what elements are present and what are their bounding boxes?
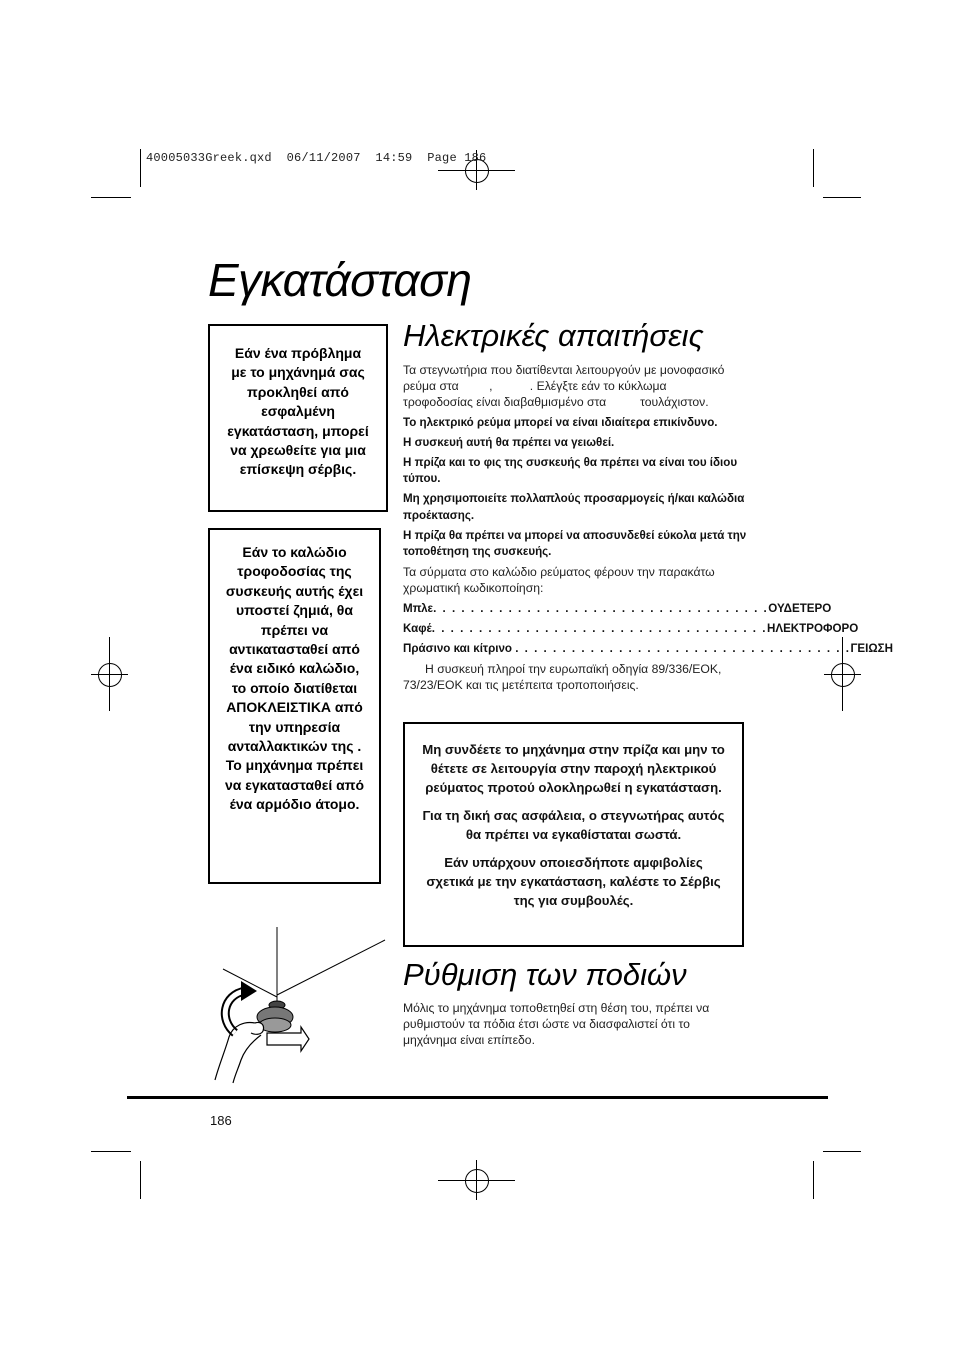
file-slug: 40005033Greek.qxd 06/11/2007 14:59 Page 186: [146, 151, 487, 165]
crop-mark: [91, 197, 131, 198]
wire-row-brown: Καφέ . . . . . . . . . . . . . . . . . . . . . . . . . . . . . . . . . . . . ΗΛΕΚΤΡΟΦΟΡΟ: [403, 621, 859, 635]
crop-mark: [823, 1151, 861, 1152]
electrical-body: Τα στεγνωτήρια που διατίθενται λειτουργούν με μονοφασικό ρεύμα στα , . Ελέγξτε εάν το κύκλωμα τροφοδοσίας είναι διαβαθμισμένο στα τουλάχιστον. Το ηλεκτρικό ρεύμα μπορεί να είναι ιδιαίτερα επικίνδυνο. Η συσκευή αυτή θα πρέπει να γειωθεί. Η πρίζα και το φις της συσκευής θα πρέπει να είναι του ίδιου τύπου. Μη χρησιμοποιείτε πολλαπλούς προσαρμογείς ή/και καλώδια προέκτασης. Η πρίζα θα πρέπει να μπορεί να αποσυνδεθεί εύκολα μετά την τοποθέτηση της συσκευής. Τα σύρματα στο καλώδιο ρεύματος φέρουν την παρακάτω χρωματική κωδικοποίηση: Μπλε . . . . . . . . . . . . . . . . . . . . . . . . . . . . . . . . . . . . ΟΥΔΕΤΕΡΟ Καφέ . . . . . . . . . . . . . . . . . . . . . . . . . . . . . . . . . . . . ΗΛΕΚΤΡΟΦΟΡΟ Πράσινο και κίτρινο . . . . . . . . . . . . . . . . . . . . . . . . . . . . . . . . . . . . ΓΕΙΩΣΗ Η συσκευή πληροί την ευρωπαϊκή οδηγία 89/336/ΕΟΚ, 73/23/ΕΟΚ και τις μετέπειτα τροποποιήσεις.: [403, 363, 893, 693]
service-charge-notice: Εάν ένα πρόβλημα με το μηχάνημά σας προκληθεί από εσφαλμένη εγκατάσταση, μπορεί να χρεωθείτε για μια επίσκεψη σέρβις.: [208, 324, 388, 512]
power-cord-notice: Εάν το καλώδιο τροφοδοσίας της συσκευής αυτής έχει υποστεί ζημιά, θα πρέπει να αντικατασταθεί από ένα ειδικό καλώδιο, το οποίο διατίθεται ΑΠΟΚΛΕΙΣΤΙΚΑ από την υπηρεσία ανταλλακτικών της . Το μηχάνημα πρέπει να εγκατασταθεί από ένα αρμόδιο άτομο.: [208, 528, 381, 884]
installation-warning-box: Μη συνδέετε το μηχάνημα στην πρίζα και μην το θέτετε σε λειτουργία στην παροχή ηλεκτρικού ρεύματος προτού ολοκληρωθεί η εγκατάσταση. Για τη δική σας ασφάλεια, ο στεγνωτήρας αυτός θα πρέπει να εγκαθίσταται σωστά. Εάν υπάρχουν οποιεσδήποτε αμφιβολίες σχετικά με την εγκατάσταση, καλέστε το Σέρβις της για συμβουλές.: [403, 722, 744, 947]
page-title: Εγκατάσταση: [208, 254, 472, 306]
electrical-heading: Ηλεκτρικές απαιτήσεις: [403, 318, 704, 353]
feet-body: Μόλις το μηχάνημα τοποθετηθεί στη θέση του, πρέπει να ρυθμιστούν τα πόδια έτσι ώστε να διασφαλιστεί ότι το μηχάνημα είναι επίπεδο.: [403, 1001, 710, 1048]
crop-mark: [140, 1161, 141, 1199]
crop-mark: [813, 149, 814, 187]
footer-rule: [127, 1096, 828, 1099]
wire-row-green-yellow: Πράσινο και κίτρινο . . . . . . . . . . . . . . . . . . . . . . . . . . . . . . . . . . . . ΓΕΙΩΣΗ: [403, 642, 893, 656]
page-number: 186: [210, 1113, 232, 1128]
feet-heading: Ρύθμιση των ποδιών: [403, 957, 687, 992]
crop-mark: [140, 149, 141, 187]
crop-mark: [823, 197, 861, 198]
foot-adjustment-illustration: [205, 925, 390, 1090]
crop-mark: [813, 1161, 814, 1199]
crop-mark: [91, 1151, 131, 1152]
wire-row-blue: Μπλε . . . . . . . . . . . . . . . . . . . . . . . . . . . . . . . . . . . . ΟΥΔΕΤΕΡΟ: [403, 601, 832, 615]
